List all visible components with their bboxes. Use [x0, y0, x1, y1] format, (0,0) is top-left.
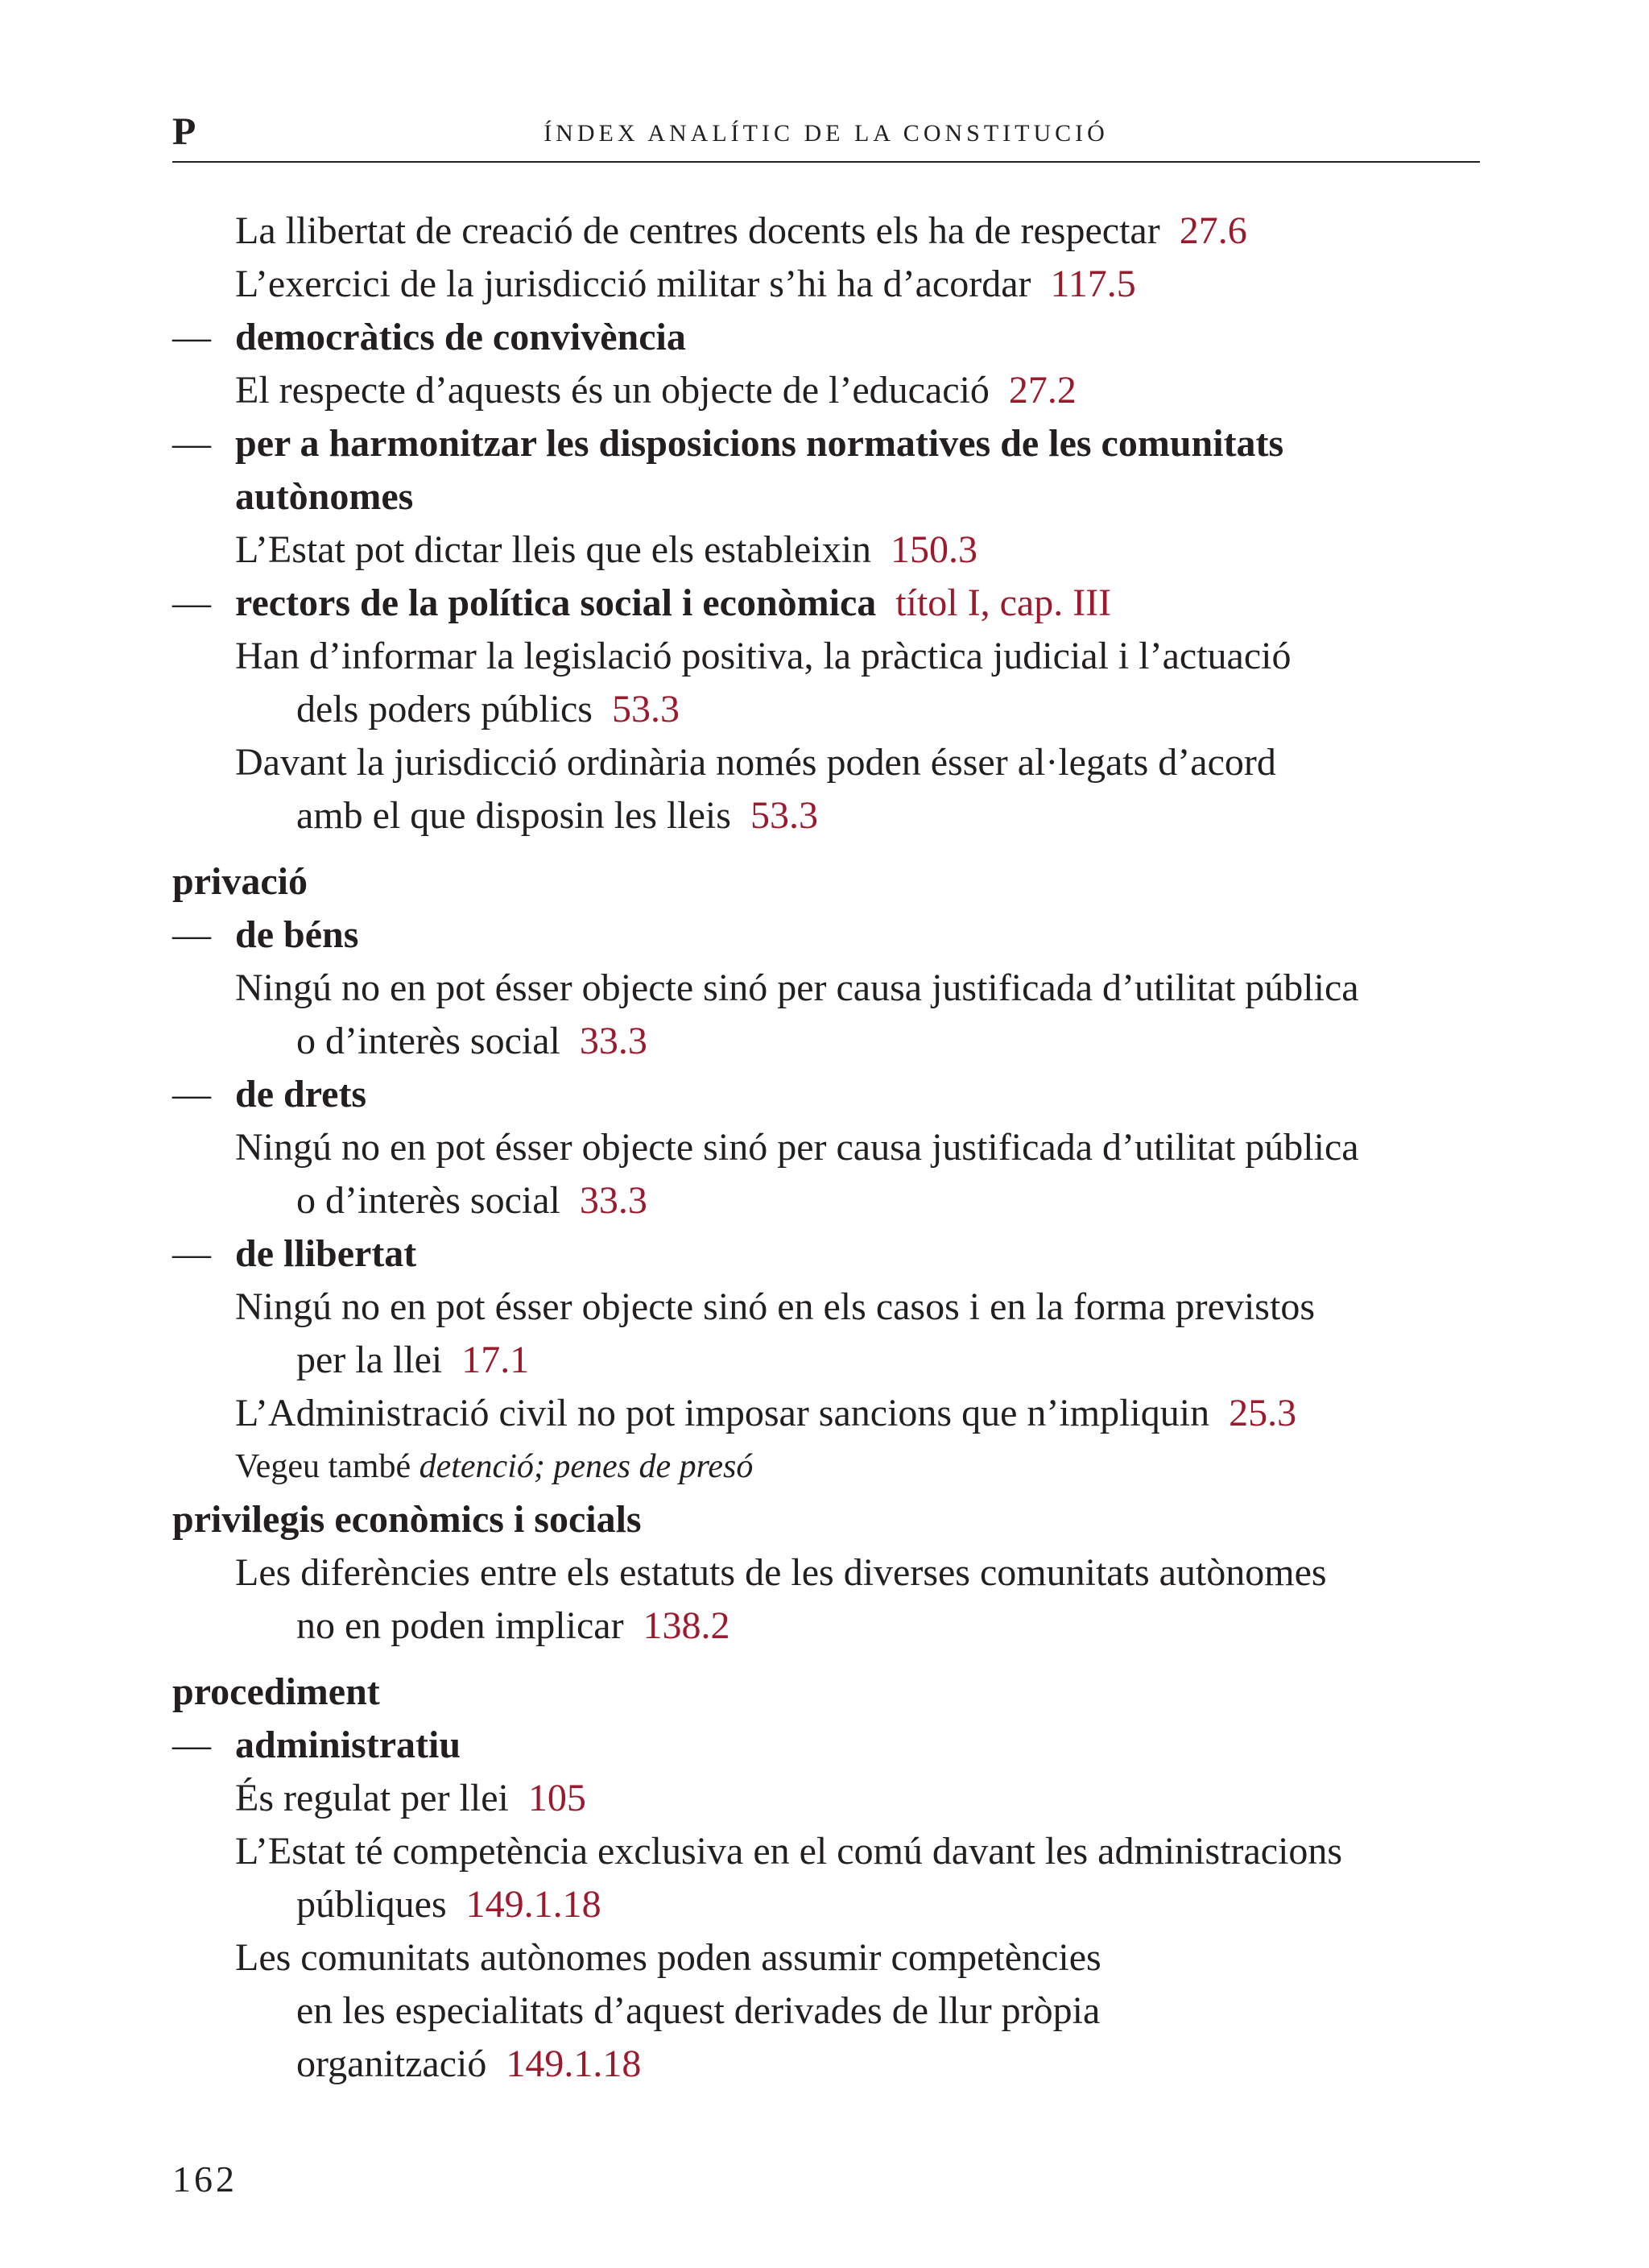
line-text: Les comunitats autònomes poden assumir competències [235, 1936, 1101, 1979]
article-reference: 27.2 [1008, 369, 1077, 412]
line-text: Les diferències entre els estatuts de les diverses comunitats autònomes [235, 1551, 1327, 1594]
line-text: El respecte d’aquests és un objecte de l’educació [235, 369, 990, 412]
subentry-title: de drets [235, 1073, 367, 1115]
subentry-heading [172, 1719, 1493, 1772]
article-reference: 25.3 [1229, 1392, 1297, 1434]
subentry-heading [172, 577, 1493, 630]
article-reference: 117.5 [1050, 263, 1136, 305]
line-text: públiques [296, 1883, 447, 1926]
see-also-targets: detenció; penes de presó [419, 1448, 754, 1485]
line-text: organització [296, 2042, 487, 2085]
line-text: per la llei [296, 1339, 443, 1381]
article-reference: títol I, cap. III [895, 581, 1112, 624]
entry-title: privilegis econòmics i socials [172, 1498, 642, 1541]
em-dash: — [172, 1232, 211, 1275]
index-line [172, 630, 1493, 683]
index-line-continuation [172, 1174, 1493, 1227]
index-line [172, 364, 1493, 417]
index-line-continuation [172, 2038, 1493, 2091]
line-text: Davant la jurisdicció ordinària només poden ésser al·legats d’acord [235, 741, 1276, 784]
line-text: amb el que disposin les lleis [296, 794, 731, 837]
index-line [172, 1931, 1493, 1984]
line-text: L’exercici de la jurisdicció militar s’hi ha d’acordar [235, 263, 1031, 305]
line-text: Han d’informar la legislació positiva, la pràctica judicial i l’actuació [235, 635, 1292, 677]
subentry-title: rectors de la política social i econòmica [235, 581, 877, 624]
em-dash: — [172, 316, 211, 358]
see-also-line [172, 1440, 1493, 1493]
index-line-continuation [172, 1984, 1493, 2038]
subentry-heading [172, 1068, 1493, 1121]
line-text: La llibertat de creació de centres docents els ha de respectar [235, 209, 1160, 252]
line-text: Ningú no en pot ésser objecte sinó en els casos i en la forma previstos [235, 1285, 1315, 1328]
line-text: o d’interès social [296, 1179, 560, 1222]
article-reference: 149.1.18 [465, 1883, 601, 1926]
entry-title: procediment [172, 1670, 380, 1713]
subentry-heading [172, 417, 1493, 470]
subentry-heading-continuation [172, 470, 1493, 524]
index-line [172, 962, 1493, 1015]
subentry-heading [172, 311, 1493, 364]
index-line-continuation [172, 1878, 1493, 1931]
subentry-title: administratiu [235, 1724, 461, 1766]
article-reference: 53.3 [611, 688, 680, 730]
index-line-continuation [172, 789, 1493, 842]
index-line-continuation [172, 1015, 1493, 1068]
main-entry-heading [172, 855, 1493, 908]
article-reference: 105 [527, 1777, 586, 1819]
line-text: en les especialitats d’aquest derivades de llur pròpia [296, 1989, 1101, 2032]
subentry-title: democràtics de convivència [235, 316, 686, 358]
line-text: Ningú no en pot ésser objecte sinó per causa justificada d’utilitat pública [235, 966, 1359, 1009]
index-line [172, 1281, 1493, 1334]
index-line [172, 1121, 1493, 1174]
index-line [172, 1772, 1493, 1825]
index-line-continuation [172, 1600, 1493, 1653]
index-entries [172, 205, 1493, 2091]
page-number: 162 [172, 2158, 238, 2200]
line-text: L’Estat pot dictar lleis que els estableixin [235, 528, 872, 571]
subentry-title: de béns [235, 913, 359, 956]
entry-title: privació [172, 860, 308, 903]
index-line [172, 258, 1493, 311]
running-title: ÍNDEX ANALÍTIC DE LA CONSTITUCIÓ [543, 120, 1109, 147]
em-dash: — [172, 913, 211, 956]
index-line [172, 1387, 1493, 1440]
running-header [172, 106, 1480, 163]
index-line [172, 205, 1493, 258]
article-reference: 138.2 [643, 1604, 730, 1647]
section-letter: P [172, 110, 196, 153]
article-reference: 149.1.18 [506, 2042, 642, 2085]
line-text: dels poders públics [296, 688, 593, 730]
article-reference: 150.3 [891, 528, 978, 571]
index-line [172, 1546, 1493, 1600]
line-text: o d’interès social [296, 1020, 560, 1062]
em-dash: — [172, 1073, 211, 1115]
line-text: L’Administració civil no pot imposar sancions que n’impliquin [235, 1392, 1210, 1434]
index-line [172, 736, 1493, 789]
em-dash: — [172, 422, 211, 465]
index-line-continuation [172, 683, 1493, 736]
article-reference: 33.3 [579, 1179, 647, 1222]
main-entry-heading [172, 1493, 1493, 1546]
subentry-heading [172, 1227, 1493, 1281]
main-entry-heading [172, 1666, 1493, 1719]
subentry-title: de llibertat [235, 1232, 417, 1275]
em-dash: — [172, 581, 211, 624]
index-line-continuation [172, 1334, 1493, 1387]
subentry-title: per a harmonitzar les disposicions normatives de les comunitats [235, 422, 1284, 465]
index-line [172, 524, 1493, 577]
line-text: L’Estat té competència exclusiva en el comú davant les administracions [235, 1830, 1343, 1873]
subentry-heading [172, 908, 1493, 962]
line-text: no en poden implicar [296, 1604, 624, 1647]
see-also-label: Vegeu també [235, 1448, 411, 1485]
article-reference: 27.6 [1179, 209, 1247, 252]
article-reference: 33.3 [579, 1020, 647, 1062]
article-reference: 53.3 [750, 794, 818, 837]
line-text: És regulat per llei [235, 1777, 509, 1819]
index-line [172, 1825, 1493, 1878]
subentry-title: autònomes [235, 475, 414, 518]
em-dash: — [172, 1724, 211, 1766]
line-text: Ningú no en pot ésser objecte sinó per causa justificada d’utilitat pública [235, 1126, 1359, 1169]
article-reference: 17.1 [461, 1339, 530, 1381]
